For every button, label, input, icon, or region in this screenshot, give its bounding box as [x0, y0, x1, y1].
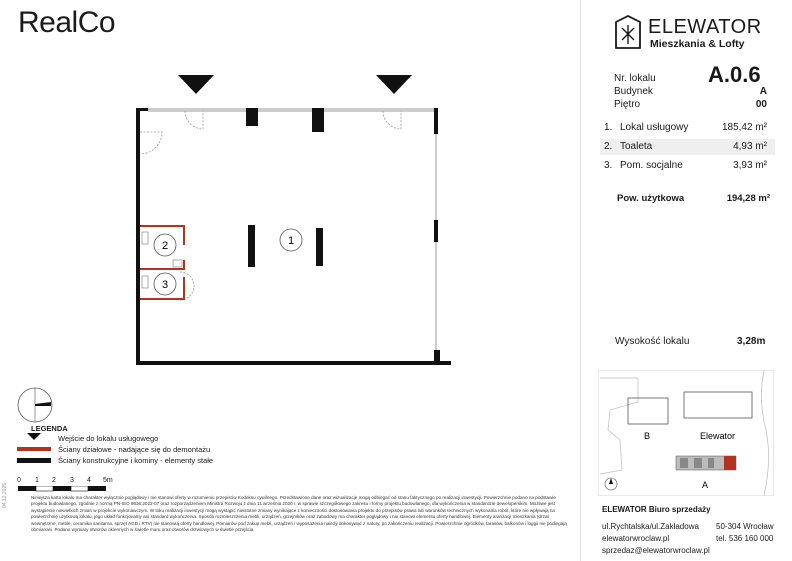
version-date: 04.12.2025: [2, 482, 8, 508]
windows: [148, 109, 436, 350]
scale-3: 3: [70, 477, 74, 484]
site-label-a: A: [702, 480, 709, 490]
building-value: A: [759, 86, 767, 97]
room-3-label: 3: [161, 279, 169, 291]
logo-name: ELEWATOR: [648, 16, 762, 38]
entrance-marker-right: [376, 75, 412, 94]
legend-partition-swatch: [17, 447, 51, 451]
building-label: Budynek: [614, 86, 653, 97]
room-num: 2.: [604, 141, 613, 152]
entrance-marker-left: [178, 75, 214, 94]
scale-0: 0: [17, 477, 21, 484]
elewator-logo-icon: [613, 14, 643, 50]
sales-email-link[interactable]: sprzedaz@elewatorwroclaw.pl: [602, 546, 710, 555]
scale-bar: [18, 486, 110, 492]
scale-2: 2: [52, 477, 56, 484]
sales-city: 50-304 Wrocław: [716, 522, 774, 531]
room-area: 185,42 m²: [721, 122, 767, 133]
legend-item-entrance: Wejście do lokalu usługowego: [58, 434, 159, 443]
usable-area-value: 194,28 m²: [726, 193, 770, 204]
height-value: 3,28m: [737, 336, 766, 347]
room-row-2: [600, 139, 775, 155]
room-name: Lokal usługowy: [620, 122, 689, 133]
scale-4: 4: [87, 477, 91, 484]
unit-number-label: Nr. lokalu: [614, 73, 656, 84]
site-plan: [598, 370, 774, 496]
panel-divider: [580, 0, 581, 561]
room-markers: [154, 229, 302, 295]
floor-value: 00: [755, 99, 767, 110]
site-label-b: B: [644, 431, 651, 441]
disclaimer-text: Niniejsza karta lokalu ma charakter wyłącznie poglądowy i nie stanowi oferty w rozumieniu przepisów Kodeksu cywilnego. Przedstawione dane oraz wizualizacje mogą odbiegać od stanu faktycznego po realizacji inwestycji. Powierzchnie podano na podstawie projektu budowlanego, zgodnie z normą PN-ISO 9836:2022-07 oraz rozporządzeniem Ministra Rozwoju z dnia 11 września 2020 r. w sprawie szczegółowego zakresu i formy projektu budowlanego, dla wykończenia w standardzie deweloperskim. Możliwe jest wystąpienie niewielkich zmian w projekcie wykonawczym. W toku realizacji inwestycji mogą wystąpić nieistotne zmiany wynikające z konieczności dostosowania projektu do przepisów prawa lub warunków technicznych wykonania robót, które nie wpływają na powierzchnię użytkową lokalu, jego układ funkcjonalny ani standard wykończenia. Sposób rozmieszczenia mebli, urządzeń, grzejników oraz zabudowy ma charakter poglądowy i nie stanowi elementu oferty handlowej. Elementy aranżacji mieszkania (drzwi wewnętrzne, meble, ceramika sanitarna, sprzęt AGD i RTV) nie stanowią oferty handlowej. Pomiarów pod zakup mebli, urządzeń i wyposażenia należy dokonywać z natury, po zakończeniu realizacji. Powierzchnie ogródków, tarasów, balkonów i loggii nie podlegają obmiarowi. Podano wymiary otworów okiennych w świetle muru oraz otworów drzwiowych w świetle przejścia.: [31, 495, 567, 533]
room-2-label: 2: [161, 240, 169, 252]
room-1-label: 1: [287, 235, 295, 247]
scale-1: 1: [35, 477, 39, 484]
usable-area-label: Pow. użytkowa: [617, 193, 685, 204]
legend-entrance-swatch: [17, 433, 51, 441]
floor-plan: [125, 70, 455, 370]
sales-address: ul.Rychtalska/ul.Zakładowa: [602, 522, 699, 531]
room-row-3: [600, 158, 775, 174]
unit-id: A.0.6: [708, 62, 761, 87]
door-swings: [140, 111, 401, 300]
room-row-1: [600, 120, 775, 136]
sales-office-title: ELEWATOR Biuro sprzedaży: [602, 505, 711, 514]
room-num: 3.: [604, 160, 613, 171]
sales-phone[interactable]: tel. 536 160 000: [716, 534, 774, 543]
room-name: Pom. socjalne: [620, 160, 683, 171]
site-label-elewator: Elewator: [700, 431, 736, 441]
room-area: 4,93 m²: [733, 141, 767, 152]
legend-item-partition: Ściany działowe - nadające się do demontażu: [58, 445, 211, 454]
legend-structural-swatch: [17, 458, 51, 463]
sales-website-link[interactable]: elewatorwroclaw.pl: [602, 534, 670, 543]
height-label: Wysokość lokalu: [615, 336, 690, 347]
brand-logo: RealCo: [18, 6, 116, 39]
compass-icon: [16, 386, 54, 424]
room-area: 3,93 m²: [733, 160, 767, 171]
room-name: Toaleta: [620, 141, 653, 152]
scale-5: 5m: [103, 477, 113, 484]
floor-label: Piętro: [614, 99, 641, 110]
room-num: 1.: [604, 122, 613, 133]
legend-title: LEGENDA: [31, 424, 68, 433]
legend-item-structural: Ściany konstrukcyjne i kominy - elementy stałe: [58, 456, 214, 465]
logo-subtitle: Mieszkania & Lofty: [650, 38, 745, 50]
